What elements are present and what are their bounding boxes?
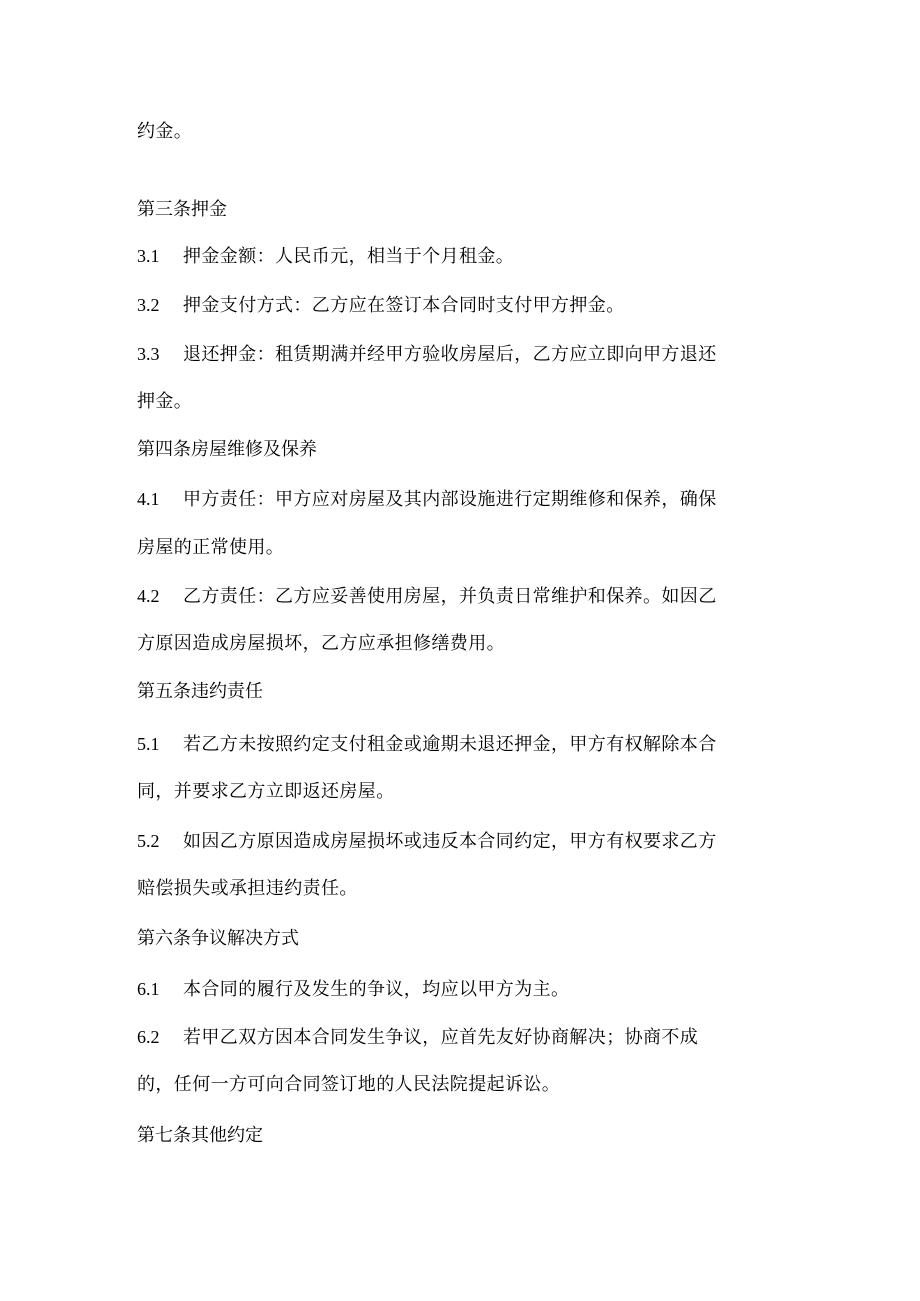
article-7-heading: 第七条其他约定 [137, 1125, 263, 1146]
clause-6-2 [137, 1026, 698, 1049]
clause-text: 甲方责任：甲方应对房屋及其内部设施进行定期维修和保养，确保 [183, 489, 717, 510]
article-6-heading: 第六条争议解决方式 [137, 928, 299, 949]
clause-text: 如因乙方原因造成房屋损坏或违反本合同约定，甲方有权要求乙方 [183, 831, 717, 852]
clause-4-1 [137, 488, 717, 511]
clause-number: 3.2 [137, 295, 160, 315]
clause-number: 6.2 [137, 1027, 160, 1047]
clause-5-2-continued: 赔偿损失或承担违约责任。 [137, 878, 358, 899]
clause-6-2-continued: 的，任何一方可向合同签订地的人民法院提起诉讼。 [137, 1074, 561, 1095]
clause-5-1-continued: 同，并要求乙方立即返还房屋。 [137, 781, 395, 802]
clause-text: 押金金额：人民币元，相当于个月租金。 [183, 246, 515, 267]
clause-number: 5.1 [137, 734, 160, 754]
clause-4-2 [137, 585, 717, 608]
article-4-heading: 第四条房屋维修及保养 [137, 439, 317, 460]
clause-text: 本合同的履行及发生的争议，均应以甲方为主。 [183, 979, 570, 1000]
clause-text: 乙方责任：乙方应妥善使用房屋，并负责日常维护和保养。如因乙 [183, 586, 717, 607]
clause-text: 退还押金：租赁期满并经甲方验收房屋后，乙方应立即向甲方退还 [183, 344, 717, 365]
clause-3-3 [137, 343, 717, 366]
clause-number: 5.2 [137, 831, 160, 851]
clause-text: 若甲乙双方因本合同发生争议，应首先友好协商解决；协商不成 [183, 1027, 699, 1048]
clause-5-2 [137, 830, 717, 853]
clause-number: 4.2 [137, 586, 160, 606]
clause-number: 6.1 [137, 979, 160, 999]
continuation-text: 约金。 [137, 121, 193, 142]
clause-number: 3.3 [137, 344, 160, 364]
article-3-heading: 第三条押金 [137, 199, 227, 220]
clause-number: 4.1 [137, 489, 160, 509]
clause-number: 3.1 [137, 246, 160, 266]
clause-3-1 [137, 245, 514, 268]
clause-3-2 [137, 294, 625, 317]
clause-3-3-continued: 押金。 [137, 391, 193, 412]
article-5-heading: 第五条违约责任 [137, 681, 263, 702]
clause-4-1-continued: 房屋的正常使用。 [137, 537, 285, 558]
clause-text: 押金支付方式：乙方应在签订本合同时支付甲方押金。 [183, 295, 625, 316]
clause-4-2-continued: 方原因造成房屋损坏，乙方应承担修缮费用。 [137, 633, 505, 654]
clause-5-1 [137, 733, 717, 756]
clause-text: 若乙方未按照约定支付租金或逾期未退还押金，甲方有权解除本合 [183, 734, 717, 755]
clause-6-1 [137, 978, 569, 1001]
